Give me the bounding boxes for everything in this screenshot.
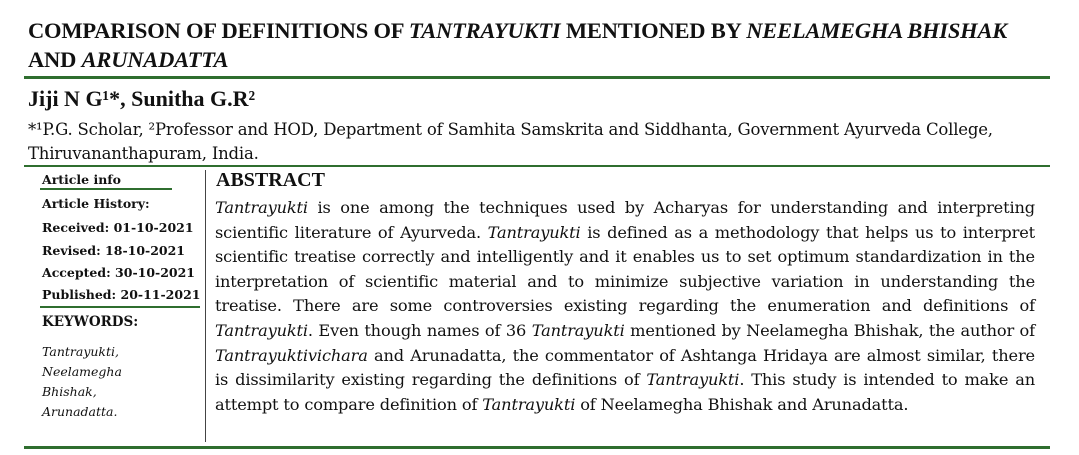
abstract-text: is defined as a methodology that helps us to interpret scientific treatise correctly and intelligently and it enables us to set optimum standardization in the interpretation of scientific material and to minimize subjective variation in understanding the treatise. There are some controversies existing regarding the enumeration and definitions of (215, 222, 1036, 316)
article-info-heading: Article info (42, 172, 122, 187)
affiliation: *¹P.G. Scholar, ²Professor and HOD, Department of Samhita Samskrita and Siddhanta, Government Ayurveda College, Thiruvananthapuram, India. (28, 120, 993, 163)
abstract-text: and Arunadatta, the commentator of Ashtanga Hridaya are almost similar, there is dissimilarity existing regarding the definitions of (215, 345, 1035, 390)
revised-date: Revised: 18-10-2021 (42, 243, 186, 258)
published-date: Published: 20-11-2021 (42, 287, 201, 302)
title-italic: ARUNADATTA (81, 47, 229, 72)
abstract-term: Tantrayukti (215, 198, 308, 217)
accepted-date: Accepted: 30-10-2021 (42, 265, 196, 280)
abstract-text: mentioned by Neelamegha Bhishak, the author of (624, 320, 1035, 340)
column-divider (205, 170, 206, 442)
abstract-text: . This study is intended to make an attempt to compare definition of (215, 370, 1035, 414)
abstract-term: Tantrayuktivichara (215, 345, 368, 365)
abstract-term: Tantrayukti (487, 222, 581, 242)
title-part: MENTIONED BY (560, 18, 747, 43)
abstract-text: is one among the techniques used by Acharyas for understanding and interpreting scientific literature of Ayurveda. (215, 198, 1035, 242)
keyword: Neelamegha (42, 364, 122, 379)
keywords-heading: KEYWORDS: (42, 314, 139, 330)
abstract-term: Tantrayukti (646, 370, 740, 390)
bottom-divider (24, 446, 1050, 449)
title-part: AND (28, 47, 82, 72)
keyword: Arunadatta. (42, 404, 118, 419)
title-divider (24, 76, 1050, 79)
article-info-divider (40, 306, 200, 308)
abstract-body (215, 196, 1035, 417)
affiliation-divider (24, 165, 1050, 167)
keyword: Tantrayukti, (42, 344, 120, 359)
title-italic: TANTRAYUKTI (408, 18, 561, 43)
received-date: Received: 01-10-2021 (42, 220, 194, 235)
keyword: Bhishak, (42, 384, 97, 399)
title-part: COMPARISON OF DEFINITIONS OF (28, 18, 409, 43)
keywords-list (42, 342, 122, 422)
article-info-underline (40, 188, 172, 190)
abstract-heading: ABSTRACT (216, 169, 325, 191)
abstract-term: Tantrayukti (482, 394, 576, 414)
title-italic: NEELAMEGHA BHISHAK (746, 18, 1008, 43)
abstract-text: of Neelamegha Bhishak and Arunadatta. (575, 394, 909, 414)
abstract-text: . Even though names of 36 (307, 320, 532, 340)
abstract-term: Tantrayukti (215, 320, 308, 340)
author-list: Jiji N G¹*, Sunitha G.R² (28, 86, 256, 111)
article-title (28, 16, 1048, 74)
article-history-label: Article History: (42, 196, 150, 211)
abstract-term: Tantrayukti (531, 320, 625, 340)
